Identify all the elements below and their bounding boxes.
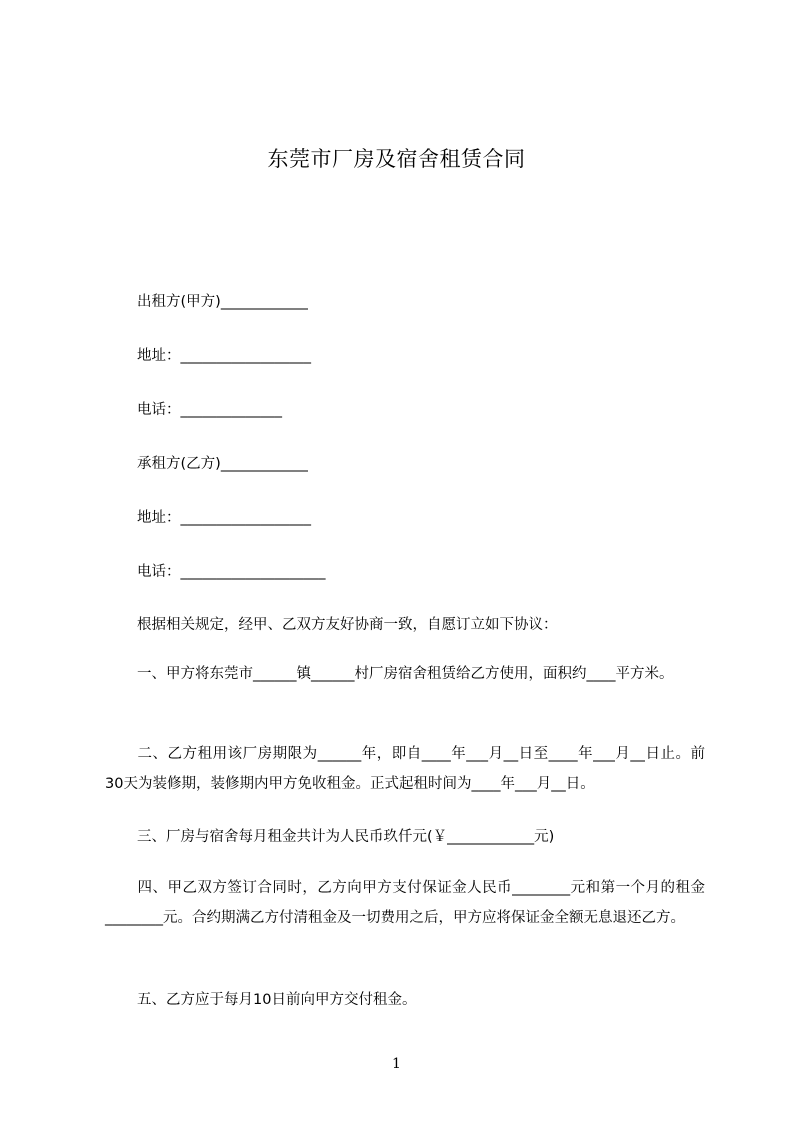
clause-1 <box>105 659 705 689</box>
intro-paragraph: 根据相关规定，经甲、乙双方友好协商一致，自愿订立如下协议： <box>137 617 558 633</box>
clause-4-text: 四、甲乙双方签订合同时，乙方向甲方支付保证金人民币________元和第一个月的租金________元。合约期满乙方付清租金及一切费用之后，甲方应将保证金全额无息退还乙方。 <box>105 880 705 926</box>
clause-5: 五、乙方应于每月10日前向甲方交付租金。 <box>137 992 417 1008</box>
clause-2-text: 二、乙方租用该厂房期限为______年，即自____年___月__日至____年___月__日止。前30天为装修期，装修期内甲方免收租金。正式起租时间为____年___月__日。 <box>105 746 705 792</box>
lessor-field: 出租方(甲方)____________ <box>137 294 308 310</box>
lessee-field: 承租方(乙方)____________ <box>137 456 308 472</box>
clause-2 <box>105 739 705 799</box>
clause-3: 三、厂房与宿舍每月租金共计为人民币玖仟元(￥____________元) <box>137 829 555 845</box>
lessee-phone-field: 电话：____________________ <box>137 564 326 580</box>
contract-title: 东莞市厂房及宿舍租赁合同 <box>267 147 526 171</box>
lessee-address-field: 地址：__________________ <box>137 510 311 526</box>
page-number: 1 <box>392 1056 401 1072</box>
clause-4 <box>105 873 705 933</box>
lessor-address-field: 地址：__________________ <box>137 348 311 364</box>
clause-1-text: 一、甲方将东莞市______镇______村厂房宿舍租赁给乙方使用，面积约____平方米。 <box>137 666 674 682</box>
lessor-phone-field: 电话：______________ <box>137 402 282 418</box>
